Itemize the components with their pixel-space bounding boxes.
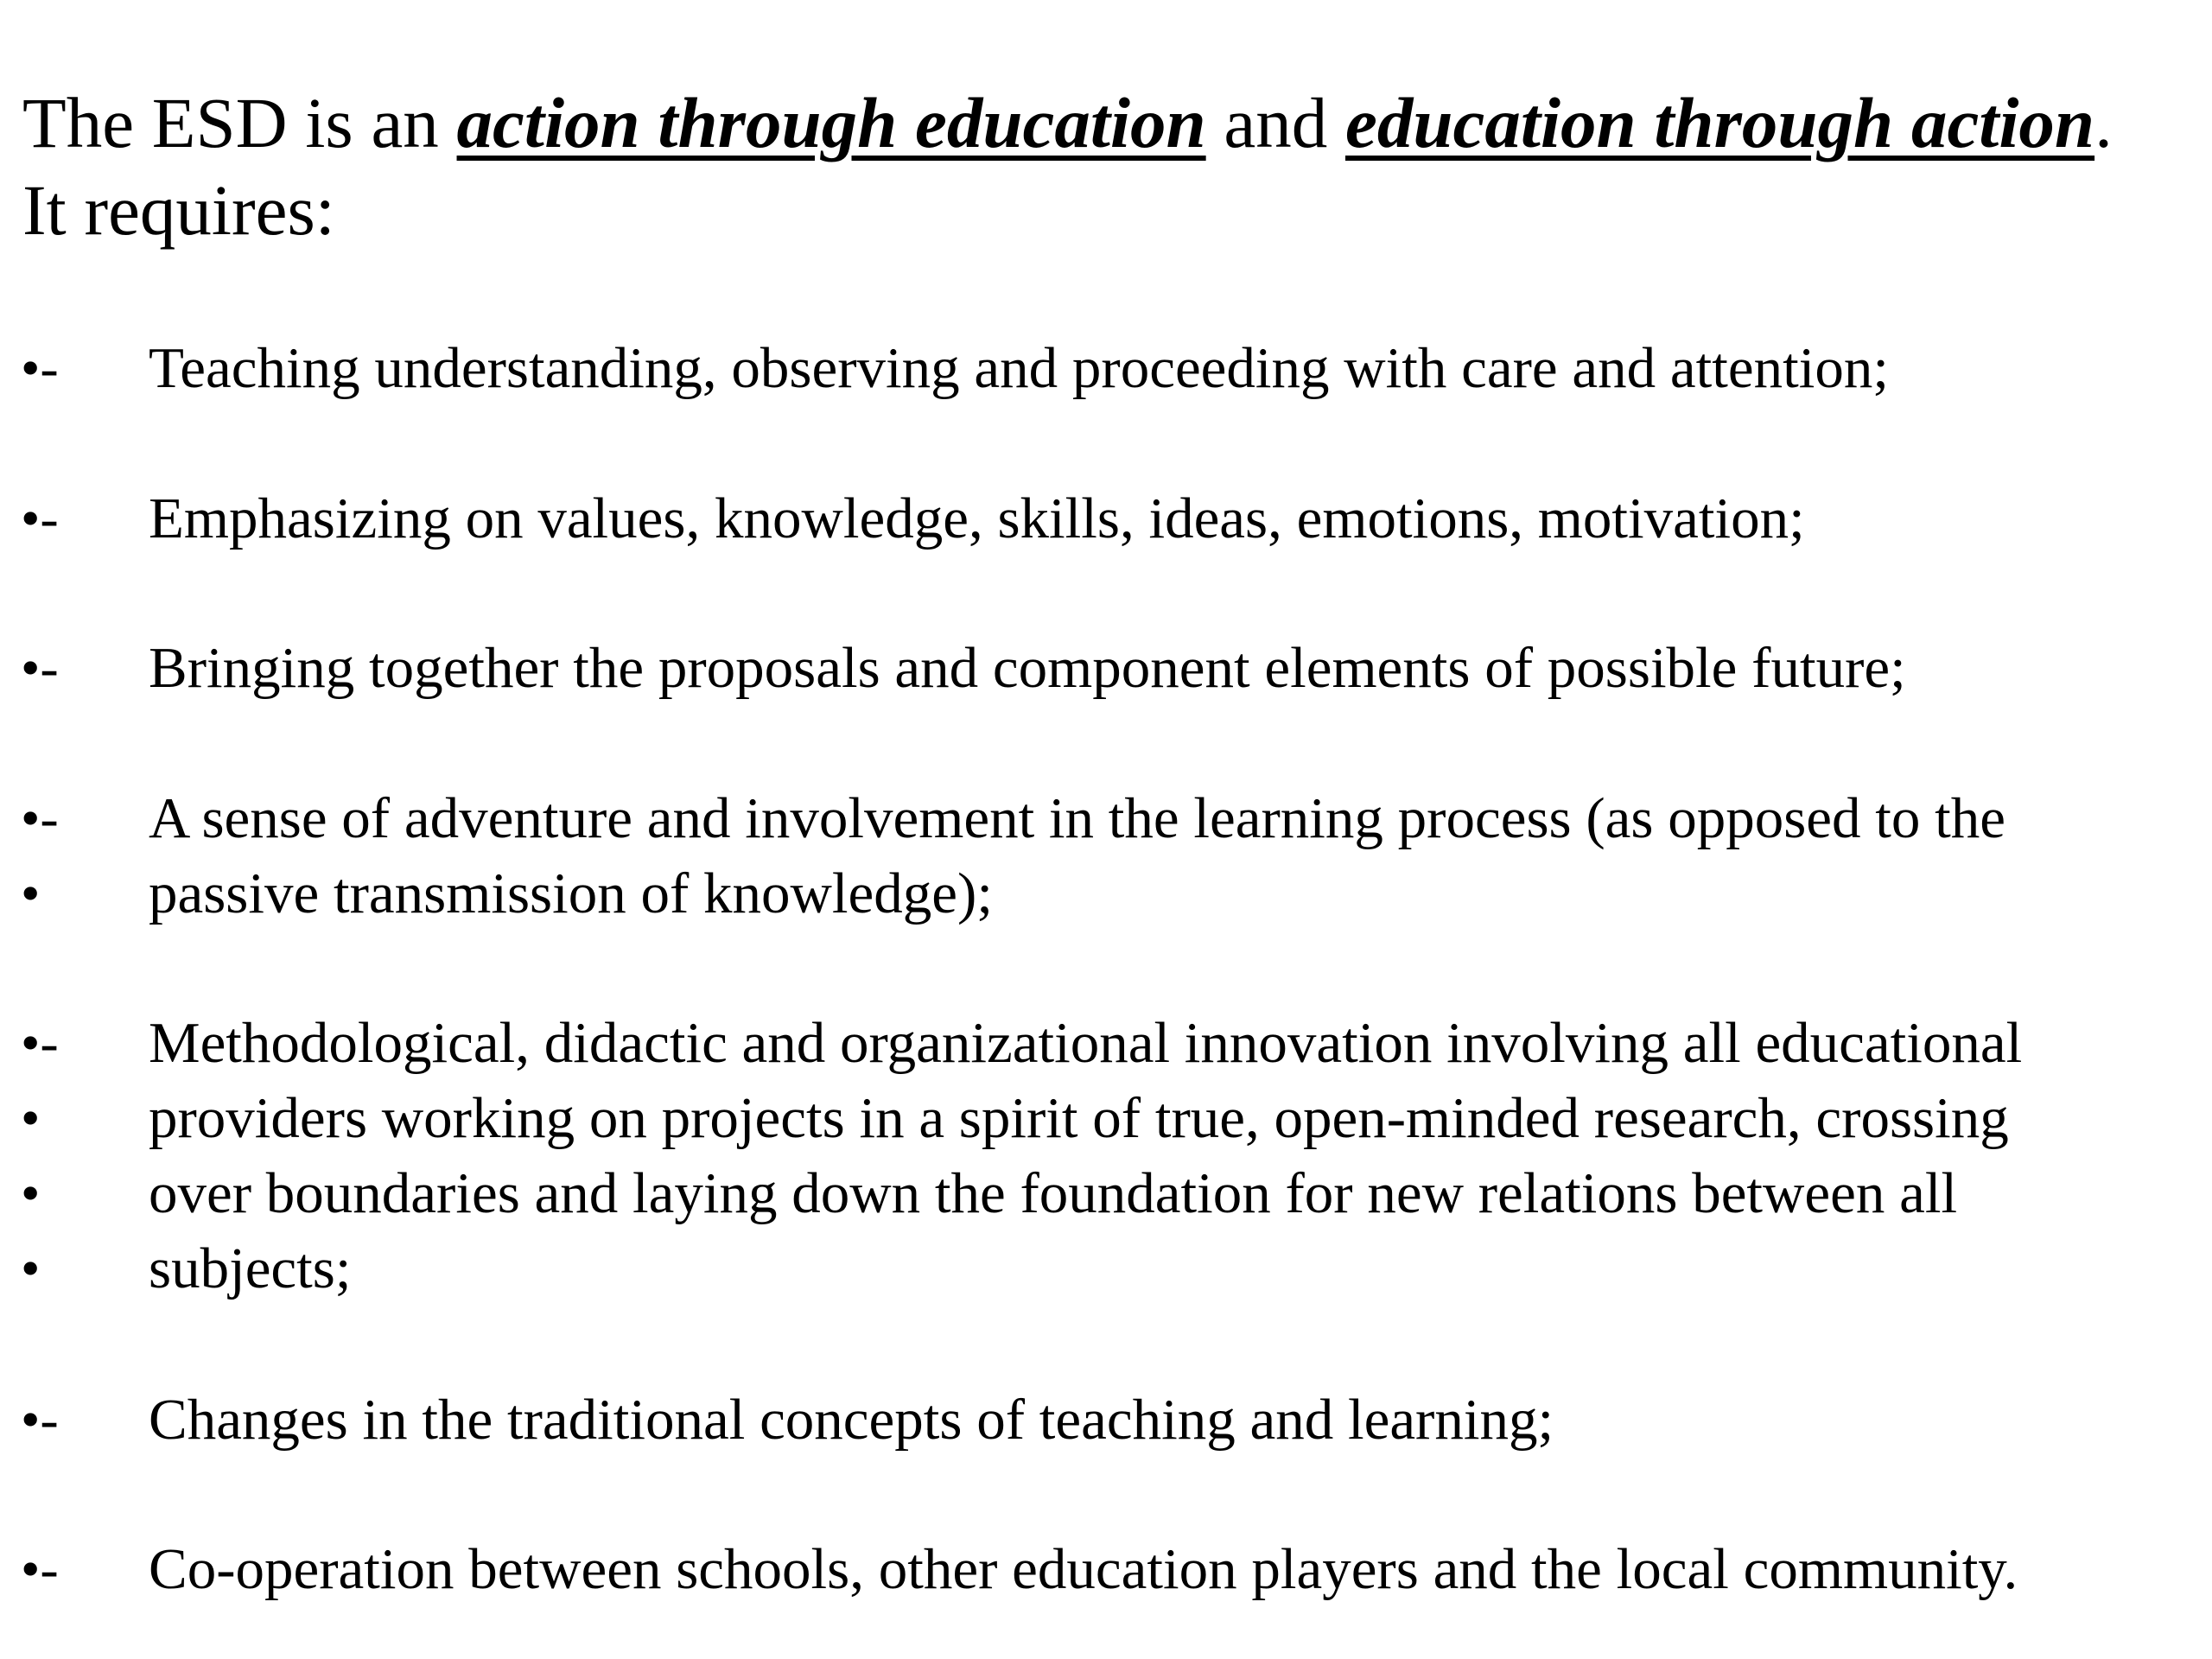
bullet-marker: •	[21, 1087, 41, 1148]
list-item-line	[0, 481, 2212, 556]
list-item-line	[0, 1081, 2212, 1155]
bullet-dash-marker: •-	[21, 487, 59, 549]
list-item-text: Emphasizing on values, knowledge, skills, ideas, emotions, motivation;	[149, 486, 1805, 550]
list-item-text: subjects;	[149, 1236, 352, 1300]
bullet-marker: •	[21, 862, 41, 924]
intro-text-start: The ESD is an	[22, 83, 457, 162]
emphasis-action-through-education: action through education	[456, 83, 1206, 162]
intro-paragraph	[22, 79, 2113, 254]
intro-line-1	[22, 79, 2113, 167]
list-item-text: over boundaries and laying down the foundation for new relations between all	[149, 1161, 1958, 1225]
bullet-dash-marker: •-	[21, 337, 59, 398]
list-item-text: Teaching understanding, observing and proceeding with care and attention;	[149, 336, 1889, 400]
intro-period: .	[2094, 83, 2113, 162]
bullet-dash-marker: •-	[21, 787, 59, 849]
bullet-dash-marker: •-	[21, 1538, 59, 1599]
intro-line-2: It requires:	[22, 170, 335, 250]
bullet-dash-marker: •-	[21, 637, 59, 698]
list-item-text: Changes in the traditional concepts of teaching and learning;	[149, 1388, 1554, 1452]
bullet-dash-marker: •-	[21, 1389, 59, 1450]
list-item-text: Methodological, didactic and organizational innovation involving all educational	[149, 1011, 2023, 1075]
list-item-line	[0, 781, 2212, 855]
bullet-marker: •	[21, 1162, 41, 1224]
list-item-line	[0, 856, 2212, 931]
list-item-text: Bringing together the proposals and component elements of possible future;	[149, 636, 1906, 700]
list-item-line	[0, 1382, 2212, 1457]
list-item-line	[0, 631, 2212, 705]
bullet-marker: •	[21, 1237, 41, 1299]
list-item-line	[0, 1156, 2212, 1230]
intro-text-and: and	[1205, 83, 1345, 162]
list-item-text: passive transmission of knowledge);	[149, 861, 993, 925]
list-item-text: Co-operation between schools, other education players and the local community.	[149, 1537, 2018, 1601]
list-item-line	[0, 1006, 2212, 1080]
list-item-line	[0, 1532, 2212, 1606]
list-item-line	[0, 331, 2212, 405]
emphasis-education-through-action: education through action	[1344, 83, 2095, 162]
list-item-line	[0, 1231, 2212, 1306]
list-item-text: A sense of adventure and involvement in the learning process (as opposed to the	[149, 786, 2006, 850]
list-item-text: providers working on projects in a spirit of true, open-minded research, crossing	[149, 1086, 2009, 1150]
bullet-dash-marker: •-	[21, 1012, 59, 1073]
